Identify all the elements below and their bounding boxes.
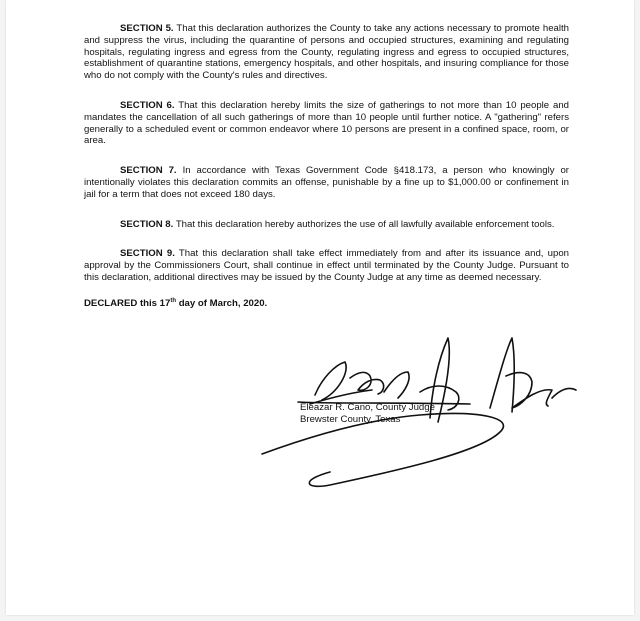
section-9-text: That this declaration shall take effect immediately from and after its issuance and, upon approval by the Commissioners Court, shall continue in effect until terminated by the County Judge. Pursuant to this declaration, additional directives may be issued by the County Judge at any time as deemed necessary. <box>84 248 569 283</box>
section-5-heading: SECTION 5. <box>120 23 174 34</box>
declared-prefix: DECLARED this 17 <box>84 297 171 309</box>
section-9 <box>84 248 569 283</box>
section-6-text: That this declaration hereby limits the size of gatherings to not more than 10 people and mandates the cancellation of all such gatherings of more than 10 people until further notice. A "gathering" refers generally to a scheduled event or common endeavor where 10 persons are present in a confined space, room, or area. <box>84 99 570 147</box>
section-7-heading: SECTION 7. <box>120 165 177 177</box>
declared-ordinal: th <box>170 297 177 304</box>
section-6-heading: SECTION 6. <box>120 99 175 111</box>
signature-block <box>300 402 435 426</box>
document-body <box>84 23 569 309</box>
section-5 <box>84 23 569 82</box>
section-5-text: That this declaration authorizes the County to take any actions necessary to promote health and suppress the virus, including the quarantine of persons and occupied structures, examining and regulating hospitals, regulating ingress and egress from the County, regulating ingress and egress to occupied structures, establishment of quarantine stations, emergency hospitals, and other hospitals, and insuring compliance for those who do not comply with the County's rules and directives. <box>84 23 569 82</box>
section-8 <box>84 219 569 231</box>
section-7-text: In accordance with Texas Government Code §418.173, a person who knowingly or intentionally violates this declaration commits an offense, punishable by a fine up to $1,000.00 or confinement in jail for a term that does not exceed 180 days. <box>84 165 570 200</box>
signatory-name-line: Eleazar R. Cano, County Judge <box>300 402 435 413</box>
signatory-county-line: Brewster County, Texas <box>300 414 401 425</box>
declared-suffix: day of March, 2020. <box>176 297 268 309</box>
document-page <box>6 0 634 615</box>
section-6 <box>84 100 569 147</box>
declared-line <box>84 298 569 309</box>
section-8-text: That this declaration hereby authorizes the use of all lawfully available enforcement tools. <box>175 218 555 230</box>
section-9-heading: SECTION 9. <box>120 248 175 260</box>
section-8-heading: SECTION 8. <box>120 218 174 230</box>
section-7 <box>84 165 569 200</box>
